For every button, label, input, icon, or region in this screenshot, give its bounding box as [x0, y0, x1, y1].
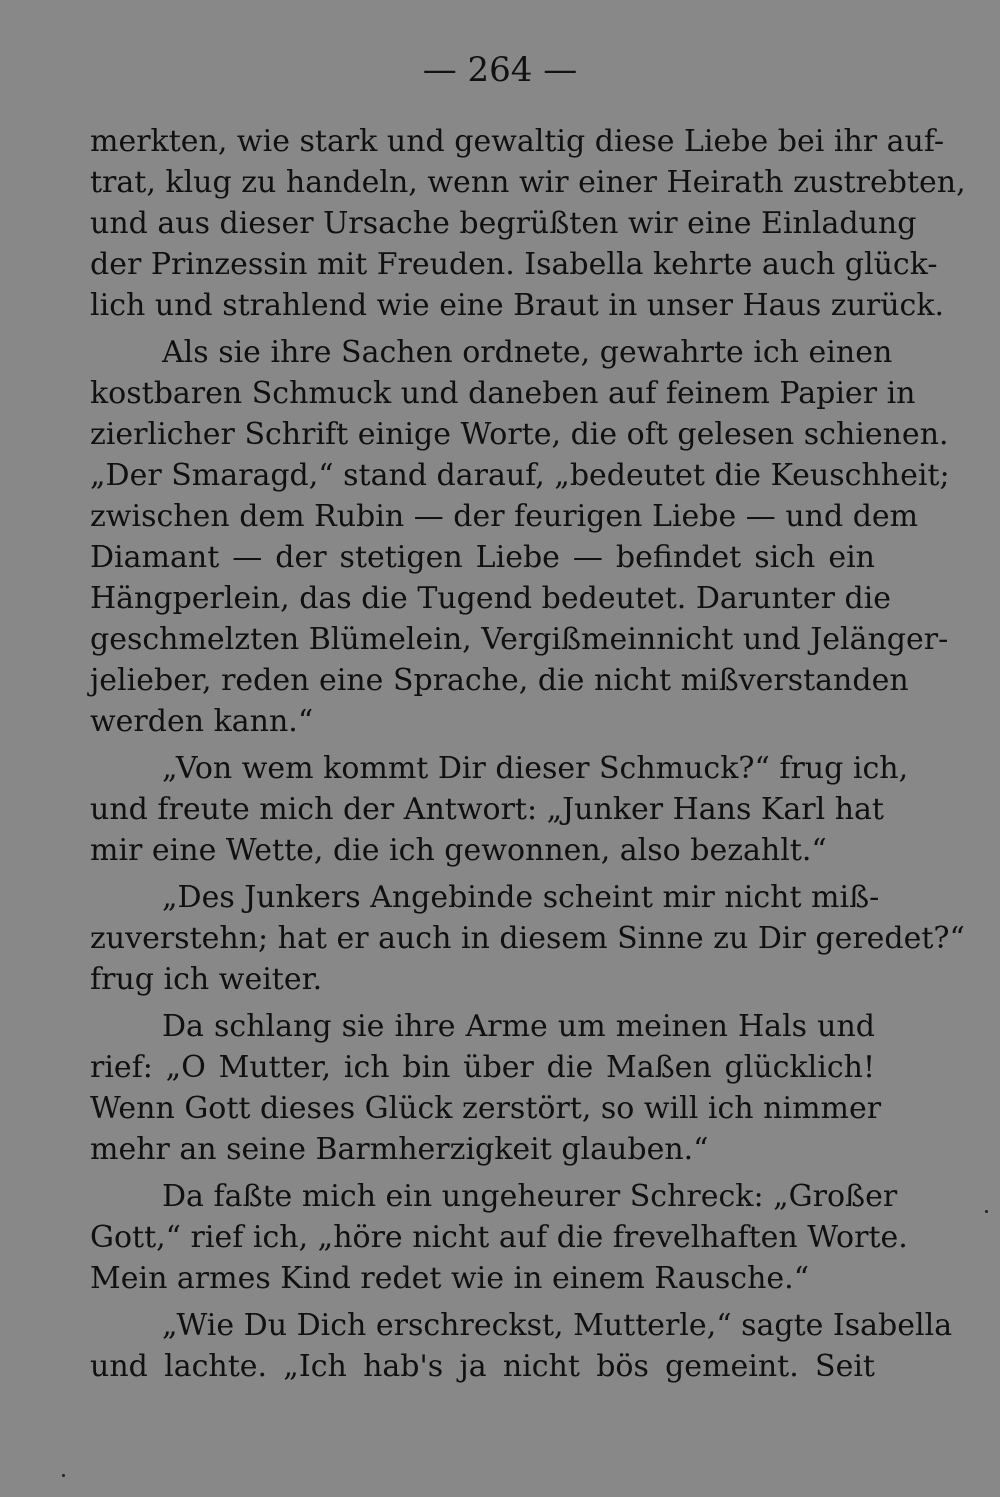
- text-line: „Von wem kommt Dir dieser Schmuck?“ frug ich,: [162, 751, 909, 786]
- text-line: und aus dieser Ursache begrüßten wir eine Einladung: [90, 206, 917, 241]
- text-line: jelieber, reden eine Sprache, die nicht mißverstanden: [90, 663, 909, 698]
- text-line: und lachte. „Ich hab's ja nicht bös gemeint. Seit: [90, 1349, 875, 1384]
- text-line: zwischen dem Rubin — der feurigen Liebe — und dem: [90, 499, 919, 534]
- paragraph-4: [90, 877, 965, 1000]
- text-line: Mein armes Kind redet wie in einem Rausche.“: [90, 1261, 810, 1296]
- text-line: „Der Smaragd,“ stand darauf, „bedeutet die Keuschheit;: [90, 458, 950, 493]
- text-line: Diamant — der stetigen Liebe — befindet sich ein: [90, 540, 875, 575]
- body-text: [90, 121, 966, 1393]
- text-line: und freute mich der Antwort: „Junker Hans Karl hat: [90, 792, 884, 827]
- text-line: der Prinzessin mit Freuden. Isabella kehrte auch glück-: [90, 247, 938, 282]
- text-line: rief: „O Mutter, ich bin über die Maßen glücklich!: [90, 1050, 875, 1085]
- text-line: zuverstehn; hat er auch in diesem Sinne zu Dir geredet?“: [90, 921, 965, 956]
- text-line: lich und strahlend wie eine Braut in unser Haus zurück.: [90, 288, 945, 323]
- text-line: Wenn Gott dieses Glück zerstört, so will ich nimmer: [90, 1091, 882, 1126]
- text-line: kostbaren Schmuck und daneben auf feinem Papier in: [90, 376, 916, 411]
- paragraph-2: [90, 332, 950, 742]
- text-line: trat, klug zu handeln, wenn wir einer Heirath zustrebten,: [90, 165, 966, 200]
- paragraph-3: [90, 748, 909, 871]
- text-line: frug ich weiter.: [90, 962, 323, 997]
- paper-speck: [985, 1210, 988, 1213]
- text-line: mehr an seine Barmherzigkeit glauben.“: [90, 1132, 709, 1167]
- text-line: Da faßte mich ein ungeheurer Schreck: „Großer: [162, 1179, 898, 1214]
- text-line: „Des Junkers Angebinde scheint mir nicht miß-: [162, 880, 880, 915]
- text-line: geschmelzten Blümelein, Vergißmeinnicht und Jelänger-: [90, 622, 949, 657]
- paper-speck: [62, 1474, 65, 1477]
- text-line: Gott,“ rief ich, „höre nicht auf die frevelhaften Worte.: [90, 1220, 908, 1255]
- text-line: „Wie Du Dich erschreckst, Mutterle,“ sagte Isabella: [162, 1308, 953, 1343]
- text-line: zierlicher Schrift einige Worte, die oft gelesen schienen.: [90, 417, 949, 452]
- text-line: merkten, wie stark und gewaltig diese Liebe bei ihr auf-: [90, 124, 945, 159]
- paragraph-7: [90, 1305, 953, 1387]
- text-line: Als sie ihre Sachen ordnete, gewahrte ich einen: [162, 335, 893, 370]
- text-line: werden kann.“: [90, 704, 314, 739]
- text-line: mir eine Wette, die ich gewonnen, also bezahlt.“: [90, 833, 827, 868]
- paragraph-1: [90, 121, 966, 326]
- text-line: Hängperlein, das die Tugend bedeutet. Darunter die: [90, 581, 892, 616]
- paragraph-6: [90, 1176, 908, 1299]
- text-line: Da schlang sie ihre Arme um meinen Hals und: [162, 1009, 875, 1044]
- page-number: — 264 —: [422, 50, 578, 90]
- paragraph-5: [90, 1006, 882, 1170]
